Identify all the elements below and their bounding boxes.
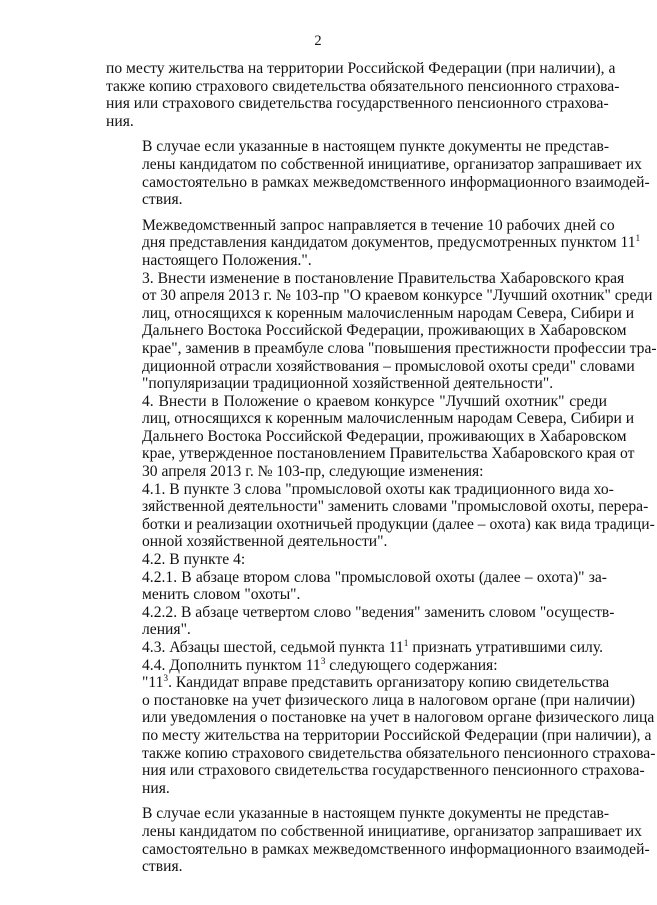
text-line: Дальнего Востока Российской Федерации, проживающих в Хабаровском (142, 427, 627, 445)
paragraph-p-item-4-3 (106, 639, 607, 657)
text-line: по месту жительства на территории Российской Федерации (при наличии), а (106, 60, 616, 77)
text-line: ления". (142, 621, 191, 639)
text-line: дня представления кандидатом документов, предусмотренных пунктом $11^1$ (142, 234, 641, 252)
text-line: о постановке на учет физического лица в налоговом органе (при наличии) (142, 691, 636, 709)
superscript-index: 3 (163, 674, 169, 684)
paragraph-p-item-4-2-1 (106, 569, 607, 604)
text-line: настоящего Положения.". (142, 251, 312, 269)
text-line: ния или страхового свидетельства государственного пенсионного страхова- (106, 95, 609, 113)
text-line: диционной отрасли хозяйствования – промысловой охоты среди" словами (142, 357, 635, 375)
text-line: ния или страхового свидетельства государственного пенсионного страхова- (142, 762, 645, 780)
text-line: 4.2.1. В абзаце втором слова "промысловой охоты (далее – охота)" за- (142, 568, 607, 586)
paragraph-p-item-11-3 (106, 674, 656, 797)
text-line: В случае если указанные в настоящем пункте документы не представ- (142, 138, 610, 156)
text-line: лиц, относящихся к коренным малочисленным народам Севера, Сибири и (142, 304, 635, 322)
text-line: или уведомления о постановке на учет в налоговом органе физического лица (142, 709, 655, 727)
text-line: крае, утвержденное постановлением Правительства Хабаровского края от (142, 445, 635, 463)
text-line: онной хозяйственной деятельности". (142, 533, 388, 551)
text-line: 4.2. В пункте 4: (142, 551, 246, 569)
text-line: 30 апреля 2013 г. № 103-пр, следующие изменения: (142, 463, 484, 481)
text-line: самостоятельно в рамках межведомственного информационного взаимодей- (142, 173, 650, 191)
text-line: ствия. (142, 191, 183, 209)
text-line: 4. Внести в Положение о краевом конкурсе "Лучший охотник" среди (142, 392, 607, 410)
text-line: 4.2.2. В абзаце четвертом слово "ведения" заменить словом "осуществ- (142, 603, 615, 621)
text-line: ния. (142, 779, 170, 797)
text-line: лены кандидатом по собственной инициативе, организатор запрашивает их (142, 155, 642, 173)
text-line: менить словом "охоты". (142, 586, 301, 604)
paragraph-p-item-4 (106, 392, 635, 481)
text-line: ботки и реализации охотничьей продукции (далее – охота) как вида традици- (142, 515, 655, 533)
text-line: лены кандидатом по собственной инициативе, организатор запрашивает их (142, 822, 642, 840)
text-line: также копию страхового свидетельства обязательного пенсионного страхова- (142, 744, 656, 762)
page-number: 2 (314, 33, 322, 49)
paragraph-p-if-not-submitted-2 (106, 805, 650, 876)
superscript-index: 1 (403, 638, 409, 649)
text-line: Дальнего Востока Российской Федерации, проживающих в Хабаровском (142, 322, 627, 340)
text-line: лиц, относящихся к коренным малочисленным народам Севера, Сибири и (142, 410, 635, 428)
text-line: также копию страхового свидетельства обязательного пенсионного страхова- (106, 77, 620, 95)
text-line: самостоятельно в рамках межведомственного информационного взаимодей- (142, 840, 650, 858)
text-line: 4.4. Дополнить пунктом $11^3$ следующего содержания: (142, 656, 498, 674)
text-line: от 30 апреля 2013 г. № 103-пр "О краевом конкурсе "Лучший охотник" среди (142, 287, 653, 305)
superscript-index: 1 (635, 234, 641, 245)
text-line: 4.3. Абзацы шестой, седьмой пункта $11^1$ признать утратившими силу. (142, 638, 603, 656)
text-line: "$11^3$. Кандидат вправе представить организатору копию свидетельства (142, 674, 610, 692)
document-body (106, 60, 657, 876)
paragraph-p-continuation-1 (106, 60, 620, 130)
text-line: крае", заменив в преамбуле слова "повышения престижности профессии тра- (142, 339, 657, 357)
text-line: 3. Внести изменение в постановление Правительства Хабаровского края (142, 269, 625, 287)
paragraph-p-item-4-4 (106, 657, 607, 675)
text-line: зяйственной деятельности" заменить словами "промысловой охоты, перера- (142, 498, 649, 516)
text-line: ния. (106, 112, 134, 130)
paragraph-p-if-not-submitted-1 (106, 138, 650, 209)
text-line: В случае если указанные в настоящем пункте документы не представ- (142, 805, 610, 823)
text-line: по месту жительства на территории Российской Федерации (при наличии), а (142, 726, 652, 744)
text-line: Межведомственный запрос направляется в течение 10 рабочих дней со (142, 216, 615, 234)
paragraph-p-item-4-2 (106, 551, 607, 569)
text-line: "популяризации традиционной хозяйственной деятельности". (142, 375, 554, 393)
paragraph-p-item-3 (106, 269, 657, 393)
text-line: 4.1. В пункте 3 слова "промысловой охоты как традиционного вида хо- (142, 480, 614, 498)
superscript-index: 3 (320, 656, 326, 667)
text-line: ствия. (142, 858, 183, 876)
paragraph-p-interagency-request (106, 216, 641, 270)
paragraph-p-item-4-1 (106, 480, 655, 551)
paragraph-p-item-4-2-2 (106, 603, 615, 639)
